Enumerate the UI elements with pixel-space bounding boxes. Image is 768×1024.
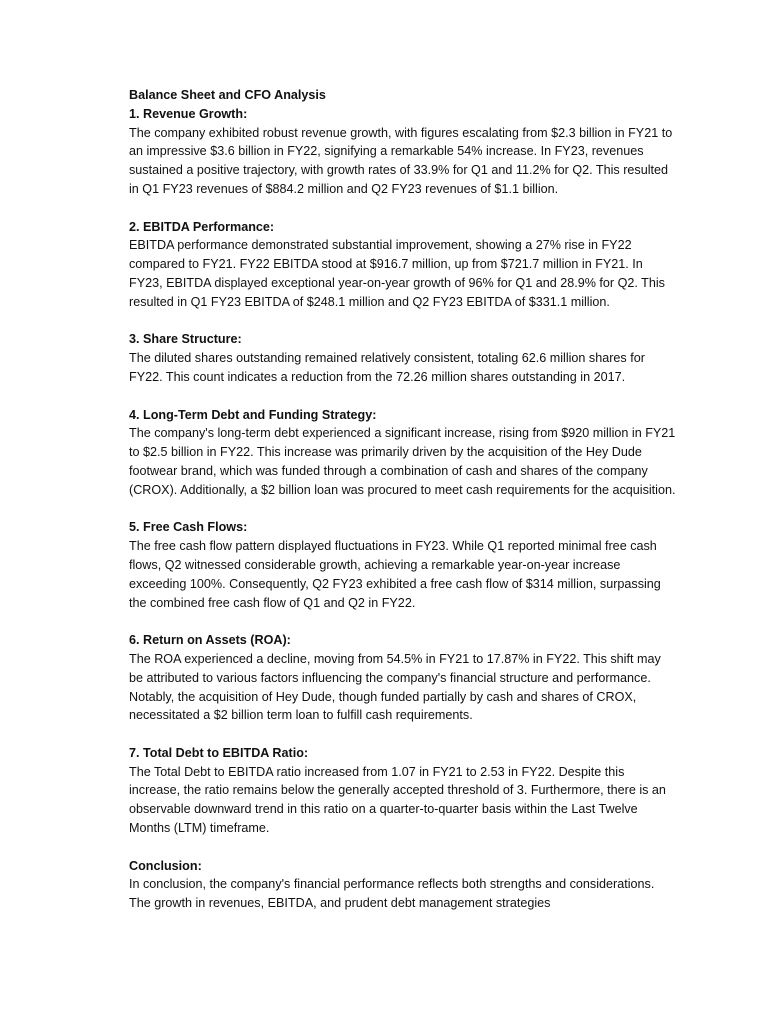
section-revenue-growth (129, 105, 677, 199)
document-title: Balance Sheet and CFO Analysis (129, 88, 326, 102)
section-heading: 6. Return on Assets (ROA): (129, 633, 291, 648)
section-free-cash-flows (129, 518, 677, 612)
section-body: The company exhibited robust revenue growth, with figures escalating from $2.3 billion in FY21 to an impressive $3.6 billion in FY22, signifying a remarkable 54% increase. In FY23, revenues sustained a positive trajectory, with growth rates of 33.9% for Q1 and 11.2% for Q2. This resulted in Q1 FY23 revenues of $884.2 million and Q2 FY23 revenues of $1.1 billion. (129, 125, 673, 196)
section-heading: 7. Total Debt to EBITDA Ratio: (129, 745, 309, 760)
section-long-term-debt (129, 406, 677, 500)
section-body: EBITDA performance demonstrated substantial improvement, showing a 27% rise in FY22 compared to FY21. FY22 EBITDA stood at $916.7 million, up from $721.7 million in FY21. In FY23, EBITDA displayed exceptional year-on-year growth of 96% for Q1 and 28.9% for Q2. This resulted in Q1 FY23 EBITDA of $248.1 million and Q2 FY23 EBITDA of $331.1 million. (129, 238, 665, 309)
section-heading: 3. Share Structure: (129, 332, 242, 347)
section-body: The diluted shares outstanding remained relatively consistent, totaling 62.6 million shares for FY22. This count indicates a reduction from the 72.26 million shares outstanding in 2017. (129, 351, 645, 384)
section-ebitda-performance (129, 218, 677, 312)
section-body: The Total Debt to EBITDA ratio increased from 1.07 in FY21 to 2.53 in FY22. Despite this increase, the ratio remains below the generally accepted threshold of 3. Furthermore, there is an observable downward trend in this ratio on a quarter-to-quarter basis within the Last Twelve Months (LTM) timeframe. (129, 764, 666, 836)
section-body: In conclusion, the company's financial performance reflects both strengths and considerations. The growth in revenues, EBITDA, and prudent debt management strategies (129, 877, 655, 911)
section-body: The company's long-term debt experienced a significant increase, rising from $920 million in FY21 to $2.5 billion in FY22. This increase was primarily driven by the acquisition of the Hey Dude footwear brand, which was funded through a combination of cash and shares of the company (CROX). Additionally, a $2 billion loan was procured to meet cash requirements for the acquisition. (129, 426, 676, 497)
section-heading: 2. EBITDA Performance: (129, 219, 275, 234)
section-heading: 5. Free Cash Flows: (129, 520, 248, 535)
document-page (129, 86, 677, 932)
section-heading: 1. Revenue Growth: (129, 106, 248, 121)
section-body: The ROA experienced a decline, moving from 54.5% in FY21 to 17.87% in FY22. This shift may be attributed to various factors influencing the company's financial structure and performance. Notably, the acquisition of Hey Dude, though funded partially by cash and shares of CROX, necessitated a $2 billion term loan to fulfill cash requirements. (129, 651, 661, 723)
section-debt-to-ebitda (129, 744, 677, 838)
section-heading: 4. Long-Term Debt and Funding Strategy: (129, 407, 377, 422)
section-body: The free cash flow pattern displayed fluctuations in FY23. While Q1 reported minimal free cash flows, Q2 witnessed considerable growth, achieving a remarkable year-on-year increase exceeding 100%. Consequently, Q2 FY23 exhibited a free cash flow of $314 million, surpassing the combined free cash flow of Q1 and Q2 in FY22. (129, 539, 661, 610)
section-return-on-assets (129, 631, 677, 725)
section-share-structure (129, 330, 677, 386)
section-heading: Conclusion: (129, 858, 202, 873)
section-conclusion (129, 857, 677, 913)
